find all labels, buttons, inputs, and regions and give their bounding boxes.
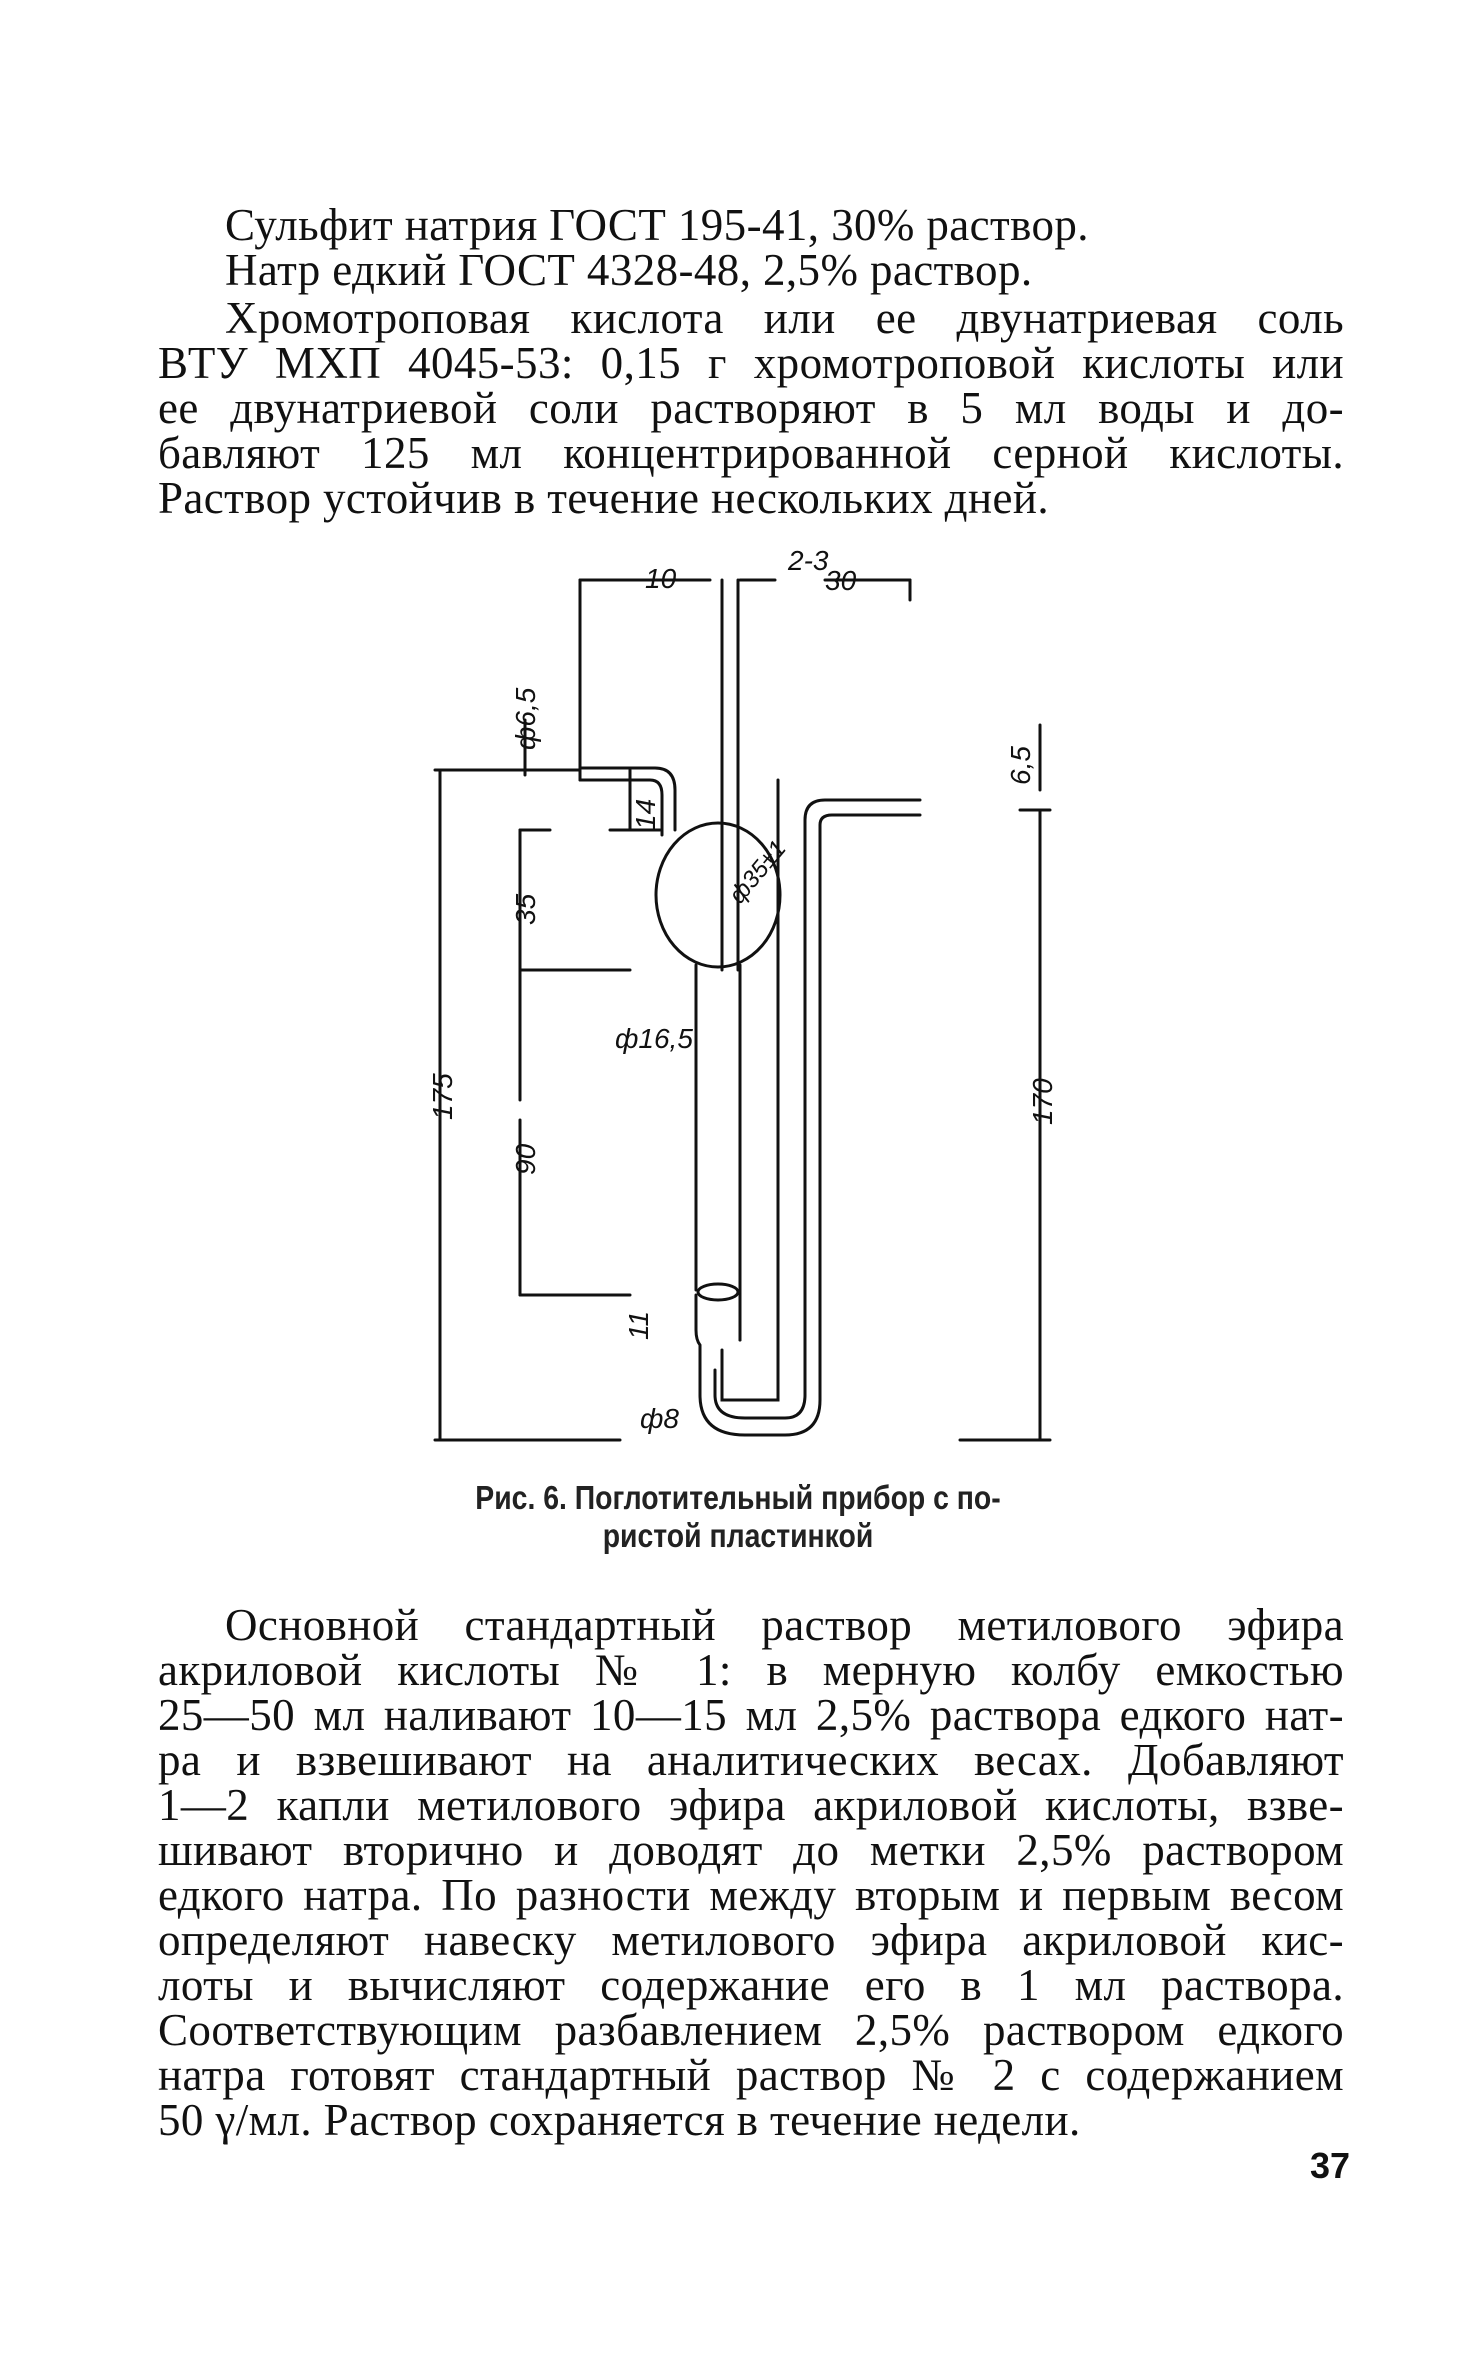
dim-label: ф35±1 [723, 835, 792, 909]
text-line: натра готовят стандартный раствор № 2 с содержанием [158, 2050, 1344, 2100]
text-line: ее двунатриевой соли растворяют в 5 мл воды и до- [158, 383, 1344, 433]
figure-caption-line: Рис. 6. Поглотительный прибор с по- [475, 1479, 1001, 1516]
text-line: 1—2 капли метилового эфира акриловой кислоты, взве- [158, 1780, 1344, 1830]
text-line: ра и взвешивают на аналитических весах. Добавляют [158, 1735, 1344, 1785]
text-line: лоты и вычисляют содержание его в 1 мл раствора. [158, 1960, 1344, 2010]
text-line: Соответствующим разбавлением 2,5% раствором едкого [158, 2005, 1344, 2055]
dim-label: 6,5 [1005, 746, 1036, 785]
text-line: 50 γ/мл. Раствор сохраняется в течение недели. [158, 2095, 1081, 2145]
text-line: бавляют 125 мл концентрированной серной кислоты. [158, 428, 1344, 478]
text-line: шивают вторично и доводят до метки 2,5% раствором [158, 1825, 1344, 1875]
dim-label: ф6,5 [510, 687, 541, 750]
text-line: Сульфит натрия ГОСТ 195-41, 30% раствор. [225, 200, 1089, 250]
page-number: 37 [1309, 2145, 1350, 2186]
dim-label: 2-3 [788, 545, 829, 576]
text-line: Хромотроповая кислота или ее двунатриевая соль [225, 293, 1344, 343]
text-line: акриловой кислоты № 1: в мерную колбу емкостью [158, 1645, 1344, 1695]
dim-label: 30 [825, 565, 857, 596]
figure-caption-line: ристой пластинкой [602, 1517, 874, 1554]
dim-label: ф16,5 [615, 1023, 693, 1054]
dim-label: 175 [427, 1073, 458, 1120]
text-line: ВТУ МХП 4045-53: 0,15 г хромотроповой кислоты или [158, 338, 1344, 388]
dim-label: 35 [510, 893, 541, 925]
absorption-device-figure [400, 540, 1100, 1460]
dim-label: ф8 [640, 1403, 679, 1434]
text-line: 25—50 мл наливают 10—15 мл 2,5% раствора едкого нат- [158, 1690, 1344, 1740]
dim-label: 11 [623, 1310, 654, 1340]
text-line: определяют навеску метилового эфира акриловой кис- [158, 1915, 1344, 1965]
text-line: Основной стандартный раствор метилового эфира [225, 1600, 1344, 1650]
dim-label: 90 [510, 1143, 541, 1175]
dim-label: 10 [645, 563, 677, 594]
text-line: едкого натра. По разности между вторым и первым весом [158, 1870, 1344, 1920]
dim-label: 14 [630, 798, 661, 830]
text-line: Натр едкий ГОСТ 4328-48, 2,5% раствор. [225, 245, 1033, 295]
dim-label: 170 [1027, 1078, 1058, 1125]
text-line: Раствор устойчив в течение нескольких дней. [158, 473, 1049, 523]
